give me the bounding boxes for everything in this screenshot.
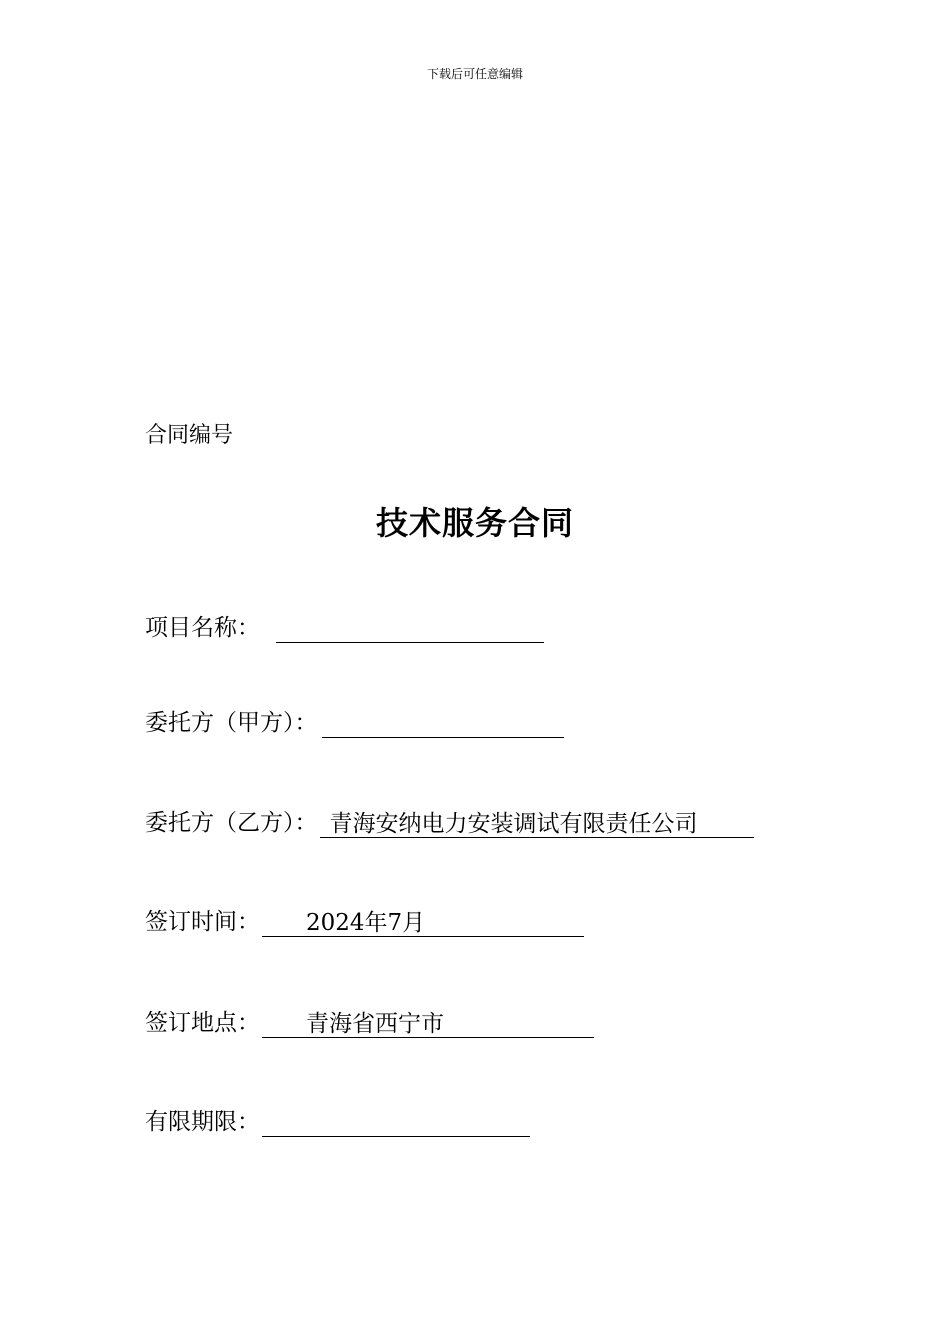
field-signing-date <box>145 905 584 937</box>
field-underline-blank <box>276 615 544 643</box>
field-underline-blank <box>262 909 584 937</box>
field-project-name <box>145 611 544 643</box>
field-label: 委托方（乙方）： <box>145 810 318 836</box>
field-underline-blank <box>262 1109 530 1137</box>
field-party-a <box>145 706 564 738</box>
field-underline-blank <box>262 1010 594 1038</box>
contract-number-label: 合同编号 <box>145 423 234 448</box>
field-label: 签订时间： <box>145 909 260 935</box>
field-value: 青海省西宁市 <box>306 1011 444 1037</box>
field-validity-period <box>145 1105 530 1137</box>
header-note: 下载后可任意编辑 <box>426 67 523 81</box>
field-value: 2024年7月 <box>306 910 426 936</box>
field-signing-place <box>145 1006 594 1038</box>
field-party-b <box>145 806 754 838</box>
document-title: 技术服务合同 <box>375 504 574 542</box>
field-value: 青海安纳电力安装调试有限责任公司 <box>329 811 698 837</box>
field-label: 签订地点： <box>145 1010 260 1036</box>
field-underline-blank <box>322 710 564 738</box>
field-underline-blank <box>320 810 754 838</box>
field-label: 委托方（甲方）： <box>145 710 318 736</box>
field-label: 项目名称： <box>145 615 260 641</box>
field-label: 有限期限： <box>145 1109 260 1135</box>
